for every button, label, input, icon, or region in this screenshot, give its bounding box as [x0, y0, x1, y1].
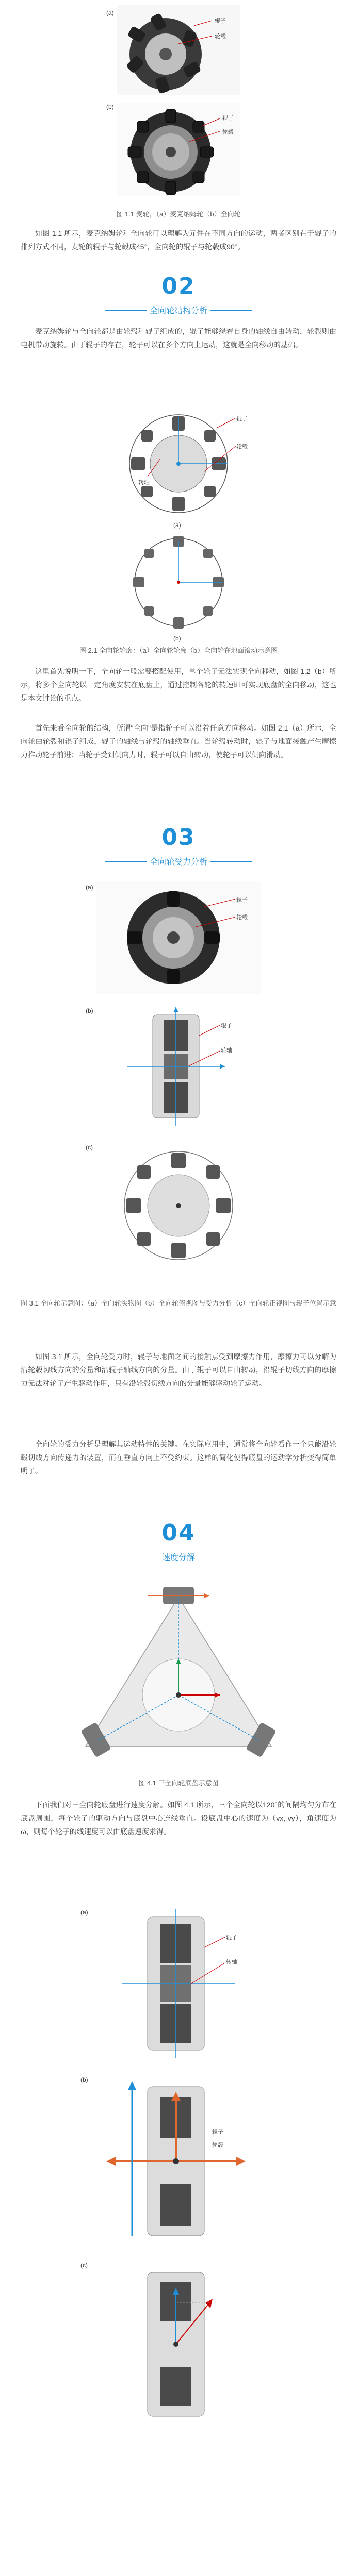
figure-3 [86, 881, 261, 1293]
section-number-02: 02 [161, 273, 196, 299]
section-title-02: 全向轮结构分析 [147, 304, 210, 316]
omni-wheel-outline-diagram [101, 407, 256, 520]
fig2-label-b: (b) [173, 635, 181, 642]
fig5-label-c: (c) [80, 2262, 88, 2269]
fig5b-hub-label: 轮毂 [212, 2142, 223, 2148]
paragraph-4: 首先来看全向轮的结构，所谓"全向"是指轮子可以沿着任意方向移动。如图 2.1（a）所示，全向轮由轮毂和辊子组成，辊子的轴线与轮毂的轴线垂直。当轮毂转动时，辊子与地面接触产生摩擦力推动轮子前进；当轮子受到侧向力时，辊子可以自由转动，使轮子可以侧向滑动。 [21, 724, 336, 759]
fig5-label-a: (a) [80, 1909, 88, 1916]
figure-2-caption: 图 2.1 全向轮轮廓：（a）全向轮轮廓（b）全向轮在地面滚动示意图 [79, 647, 278, 654]
fig5a-roller-label: 辊子 [226, 1935, 237, 1941]
fig5a-axle-label: 转轴 [226, 1959, 237, 1965]
figure-5 [80, 1906, 266, 2432]
omni-wheel-rolling-diagram [101, 531, 256, 634]
fig2-hub-label: 轮毂 [236, 444, 248, 450]
fig3a-hub-label: 轮毂 [236, 914, 248, 921]
fig2-roller-label: 辊子 [236, 416, 248, 422]
fig3-label-c: (c) [86, 1144, 93, 1151]
fig1-roller-label: 辊子 [215, 18, 226, 24]
fig2-label-a: (a) [173, 521, 181, 529]
paragraph-7: 下面我们对三全向轮底盘进行速度分解。如图 4.1 所示，三个全向轮以120°的间隔均匀分布在底盘周围，每个轮子的驱动方向与底盘中心连线垂直。设底盘中心的速度为（vx, vy），角速度为ω，则每个轮子的线速度可以由底盘速度求得。 [21, 1801, 336, 1836]
fig1-hub-label: 轮毂 [215, 33, 226, 40]
omni-wheel-top-view-5a [91, 1906, 266, 2061]
omni-wheel-photo [117, 103, 240, 196]
section-title-04: 速度分解 [159, 1551, 198, 1563]
paragraph-3: 这里首先说明一下，全向轮一般需要搭配使用，单个轮子无法实现全向移动，如图 1.2（b）所示，将多个全向轮以一定角度安装在底盘上，通过控制各轮的转速即可实现底盘的全向移动，这也是本文讨论的重点。 [21, 667, 336, 702]
fig5b-roller-label: 辊子 [212, 2129, 223, 2136]
figure-2 [101, 407, 256, 642]
figure-1 [106, 5, 240, 206]
velocity-projection-5c [91, 2262, 266, 2427]
fig3b-roller-label: 辊子 [221, 1023, 232, 1029]
omni-wheel-front-view-3c [96, 1144, 261, 1267]
figure-3-caption: 图 3.1 全向轮示意图：（a）全向轮实物图（b）全向轮俯视图与受力分析（c）全向轮正视图与辊子位置示意 [21, 1299, 336, 1307]
fig2-axle-label: 转轴 [138, 480, 150, 486]
paragraph-6: 全向轮的受力分析是理解其运动特性的关键。在实际应用中，通常将全向轮看作一个只能沿轮毂切线方向传递力的装置，而在垂直方向上不受约束。这样的简化使得底盘的运动学分析变得简单明了。 [21, 1440, 336, 1475]
fig5-label-b: (b) [80, 2076, 88, 2083]
paragraph-2: 麦克纳姆轮与全向轮都是由轮毂和辊子组成的，辊子能够绕着自身的轴线自由转动，轮毂则由电机带动旋转。由于辊子的存在，轮子可以在多个方向上运动，这就是全向移动的基础。 [21, 327, 336, 349]
velocity-decomposition-5b [91, 2076, 266, 2246]
omni-wheel-top-view-3b [96, 1005, 261, 1128]
fig1-label-b: (b) [106, 103, 114, 110]
fig1b-roller-label: 辊子 [222, 115, 234, 121]
section-title-03: 全向轮受力分析 [147, 855, 210, 867]
three-wheel-chassis-diagram [44, 1577, 313, 1772]
paragraph-1: 如图 1.1 所示，麦克纳姆轮和全向轮可以理解为元件在不同方向的运动，两者区别在于辊子的排列方式不同，麦轮的辊子与轮毂成45°，全向轮的辊子与轮毂成90°。 [21, 229, 336, 251]
fig1-label-a: (a) [106, 9, 114, 16]
fig3a-roller-label: 辊子 [236, 897, 248, 903]
figure-4-caption: 图 4.1 三全向轮底盘示意图 [138, 1779, 219, 1787]
section-number-04: 04 [161, 1520, 196, 1546]
fig3b-axle-label: 转轴 [221, 1047, 232, 1054]
paragraph-5: 如图 3.1 所示，全向轮受力时，辊子与地面之间的接触点受到摩擦力作用，摩擦力可以分解为沿轮毂切线方向的分量和沿辊子轴线方向的分量。由于辊子可以自由转动，沿辊子切线方向的摩擦力无法对轮子产生驱动作用，只有沿轮毂切线方向的分量能够驱动轮子运动。 [21, 1352, 336, 1387]
fig3-label-a: (a) [86, 884, 93, 891]
figure-1-caption: 图 1.1 麦轮，（a）麦克纳姆轮（b）全向轮 [116, 210, 241, 218]
fig1b-hub-label: 轮毂 [222, 129, 234, 135]
section-number-03: 03 [161, 824, 196, 851]
fig3-label-b: (b) [86, 1007, 93, 1014]
